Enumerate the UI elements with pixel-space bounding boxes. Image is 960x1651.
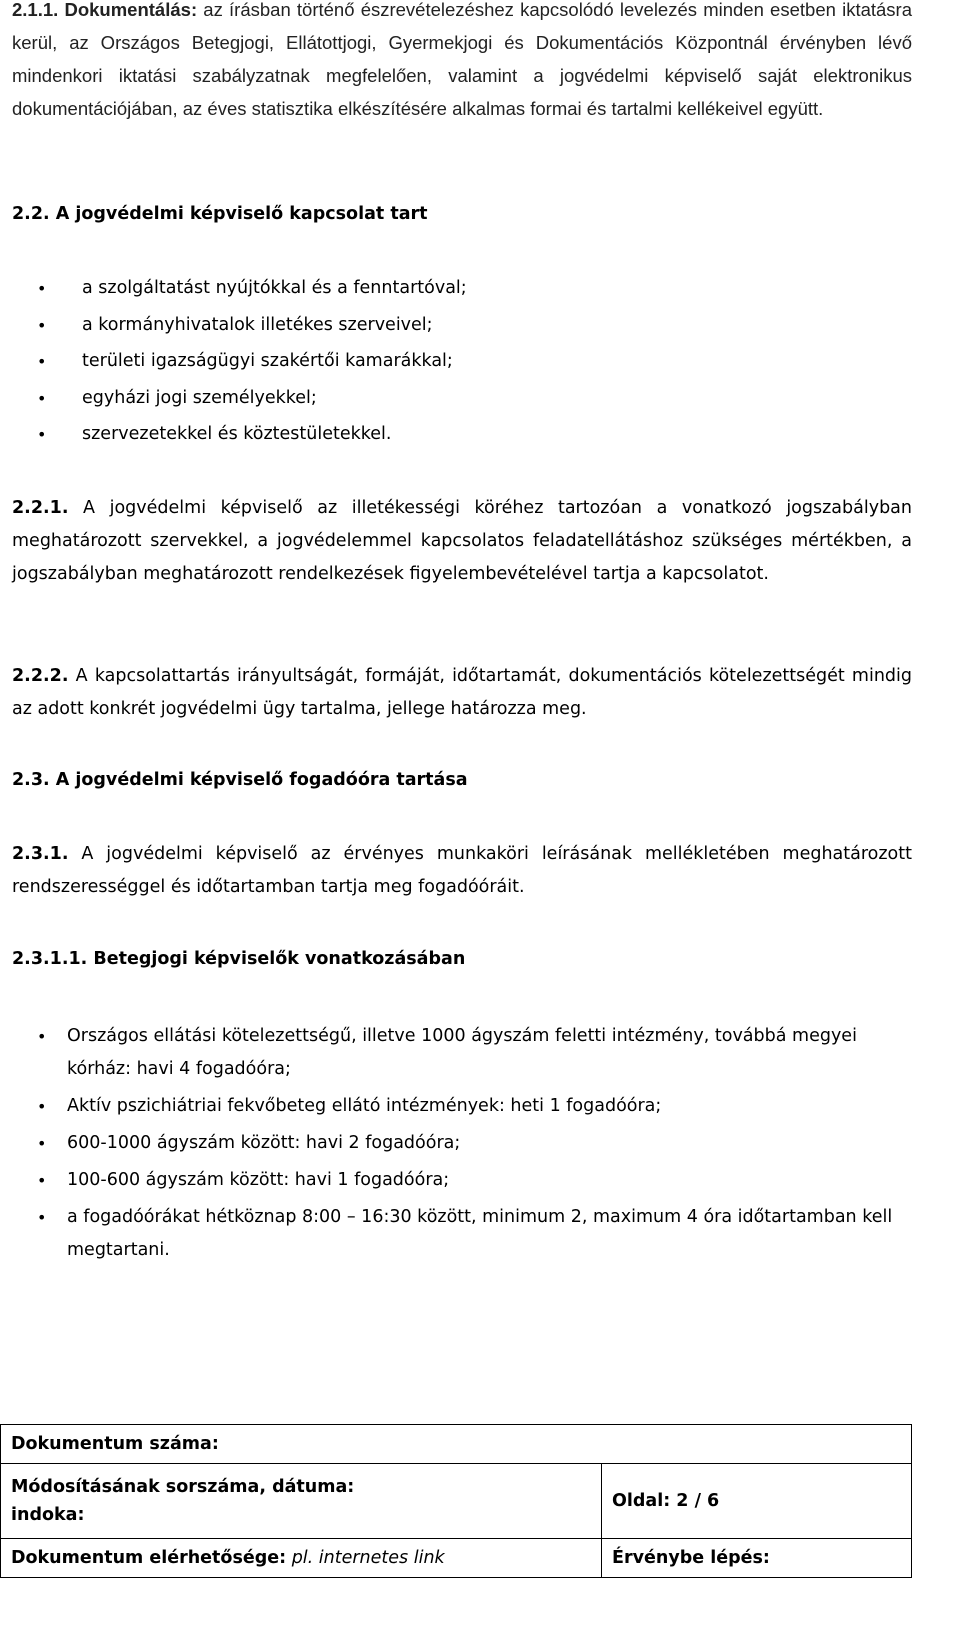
modification-cell: [1, 1464, 602, 1539]
contact-list: [37, 272, 897, 455]
section-heading-2-2: 2.2. A jogvédelmi képviselő kapcsolat tart: [12, 204, 428, 224]
bullet-icon: •: [37, 315, 47, 335]
document-footer-table: [0, 1424, 912, 1578]
page-label: Oldal: 2 / 6: [612, 1491, 720, 1511]
bullet-icon: •: [37, 1208, 47, 1227]
paragraph-2-2-1: [12, 492, 912, 591]
paragraph-text: A jogvédelmi képviselő az illetékességi köréhez tartozóan a vonatkozó jogszabályban meghatározott szervekkel, a jogvédelemmel kapcsolatos feladatellátáshoz szükséges mértékben, a jogszabályban meghatározott rendelkezések figyelembevételével tartja a kapcsolatot.: [12, 498, 912, 584]
list-item: • területi igazságügyi szakértői kamarákkal;: [37, 345, 897, 382]
effective-cell: [602, 1539, 912, 1578]
bullet-icon: •: [37, 1171, 47, 1190]
paragraph-2-2-2: [12, 660, 912, 726]
bullet-icon: •: [37, 352, 47, 371]
availability-cell: [1, 1539, 602, 1578]
bullet-icon: •: [37, 1097, 47, 1116]
page-cell: [602, 1464, 912, 1539]
paragraph-text: A jogvédelmi képviselő az érvényes munkaköri leírásának mellékletében meghatározott rendszerességgel és időtartamban tartja meg fogadóóráit.: [12, 844, 912, 897]
bullet-icon: •: [37, 388, 47, 408]
section-number: 2.2.2.: [12, 666, 69, 686]
doc-number-cell: [1, 1425, 912, 1464]
availability-label: Dokumentum elérhetősége:: [11, 1548, 287, 1568]
bullet-icon: •: [37, 1134, 47, 1153]
availability-value: pl. internetes link: [286, 1548, 445, 1568]
section-number: 2.2.1.: [12, 498, 69, 518]
section-heading-2-3: 2.3. A jogvédelmi képviselő fogadóóra tartása: [12, 770, 468, 790]
list-item: • 600-1000 ágyszám között: havi 2 fogadóóra;: [37, 1127, 912, 1160]
section-number: 2.1.1.: [12, 0, 59, 20]
list-item: • egyházi jogi személyekkel;: [37, 382, 897, 419]
section-label: Dokumentálás:: [64, 0, 198, 20]
effective-label: Érvénybe lépés:: [612, 1548, 770, 1568]
paragraph-text: A kapcsolattartás irányultságát, formáját, időtartamát, dokumentációs kötelezettségét mindig az adott konkrét jogvédelmi ügy tartalma, jellege határozza meg.: [12, 666, 912, 719]
paragraph-text: az írásban történő észrevételezéshez kapcsolódó levelezés minden esetben iktatásra kerül, az Országos Betegjogi, Ellátottjogi, Gyermekjogi és Dokumentációs Központnál érvényben lévő mindenkori iktatási szabályzatnak megfelelően, valamint a jogvédelmi képviselő saját elektronikus dokumentációjában, az éves statisztika elkészítésére alkalmas formai és tartalmi kellékeivel együtt.: [12, 0, 912, 119]
list-item: • 100-600 ágyszám között: havi 1 fogadóóra;: [37, 1164, 912, 1197]
bullet-icon: •: [37, 279, 47, 298]
list-item: • Aktív pszichiátriai fekvőbeteg ellátó intézmények: heti 1 fogadóóra;: [37, 1090, 912, 1123]
bullet-icon: •: [37, 425, 47, 444]
paragraph-2-1-1: [12, 0, 912, 125]
bullet-icon: •: [37, 1027, 47, 1046]
list-item: • a fogadóórákat hétköznap 8:00 – 16:30 között, minimum 2, maximum 4 óra időtartamban kell megtartani.: [37, 1201, 912, 1267]
doc-number-label: Dokumentum száma:: [11, 1434, 219, 1454]
paragraph-2-3-1: [12, 838, 912, 904]
section-number: 2.3.1.: [12, 844, 69, 864]
office-hours-list: [37, 1020, 912, 1271]
list-item: • szervezetekkel és köztestületekkel.: [37, 418, 897, 455]
list-item: • Országos ellátási kötelezettségű, illetve 1000 ágyszám feletti intézmény, továbbá megyei kórház: havi 4 fogadóóra;: [37, 1020, 912, 1086]
reason-label: indoka:: [11, 1505, 85, 1525]
list-item: • a kormányhivatalok illetékes szerveivel;: [37, 309, 897, 346]
list-item: • a szolgáltatást nyújtókkal és a fenntartóval;: [37, 272, 897, 309]
section-heading-2-3-1-1: 2.3.1.1. Betegjogi képviselők vonatkozásában: [12, 949, 466, 969]
modification-label: Módosításának sorszáma, dátuma:: [11, 1477, 355, 1497]
